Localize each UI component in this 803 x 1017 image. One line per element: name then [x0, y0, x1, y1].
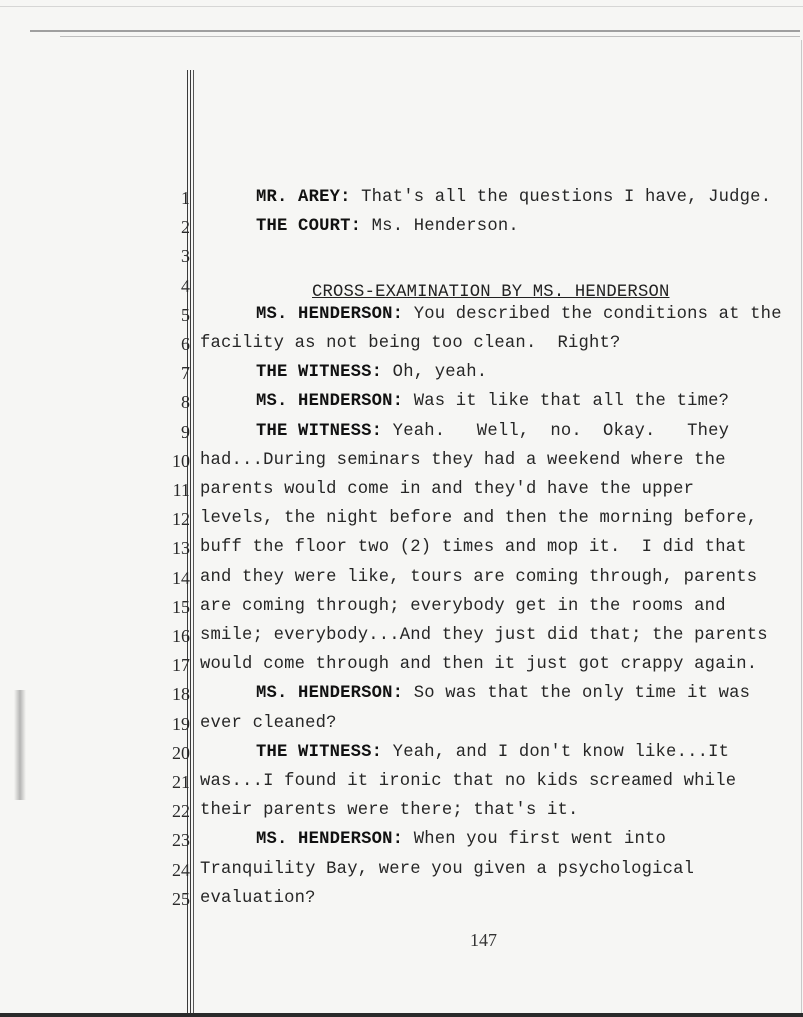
header-rule	[30, 30, 800, 32]
transcript-line	[0, 597, 803, 626]
line-number: 13	[172, 538, 190, 559]
line-text	[200, 217, 803, 236]
line-content: evaluation?	[200, 888, 316, 908]
line-number: 2	[181, 217, 190, 238]
line-number: 11	[172, 480, 190, 500]
transcript-line	[0, 305, 803, 334]
line-content: Yeah. Well, no. Okay. They	[382, 421, 730, 441]
transcript-line	[0, 334, 803, 363]
line-number: 22	[172, 801, 190, 822]
line-number: 10	[172, 450, 190, 471]
line-text	[200, 451, 778, 470]
scan-edge-line	[0, 6, 803, 7]
line-text	[200, 188, 803, 207]
line-number: 16	[172, 626, 190, 646]
line-text	[200, 743, 803, 762]
line-number: 6	[181, 334, 190, 354]
line-content: buff the floor two (2) times and mop it. I did that	[200, 538, 747, 558]
transcript-line	[0, 363, 803, 392]
transcript-line	[0, 714, 803, 743]
line-number: 24	[172, 859, 190, 880]
line-text	[200, 655, 778, 674]
line-number: 25	[172, 888, 190, 909]
line-number: 20	[172, 742, 190, 763]
transcript-line	[0, 684, 803, 713]
transcript-line	[0, 743, 803, 772]
line-content: facility as not being too clean. Right?	[200, 334, 621, 353]
line-content: That's all the questions I have, Judge.	[350, 188, 772, 207]
section-heading: CROSS-EXAMINATION BY MS. HENDERSON	[312, 283, 670, 302]
bottom-edge	[0, 1013, 803, 1017]
line-text	[200, 626, 778, 645]
line-content: their parents were there; that's it.	[200, 801, 579, 821]
line-number: 9	[181, 421, 190, 442]
line-number: 8	[181, 392, 190, 413]
transcript-line	[0, 626, 803, 655]
line-text	[200, 568, 778, 587]
transcript-line	[0, 392, 803, 421]
transcript-line	[0, 860, 803, 889]
transcript-line	[0, 568, 803, 597]
line-text	[200, 860, 778, 879]
line-number: 17	[172, 655, 190, 676]
transcript-line	[0, 889, 803, 918]
line-text	[200, 772, 778, 791]
transcript-line	[0, 830, 803, 859]
speaker-label: MS. HENDERSON:	[256, 304, 404, 324]
line-text	[200, 363, 803, 382]
line-content: was...I found it ironic that no kids screamed while	[200, 772, 737, 791]
line-text	[200, 889, 778, 908]
line-content: had...During seminars they had a weekend where the	[200, 450, 726, 470]
line-content: smile; everybody...And they just did that; the parents	[200, 626, 768, 645]
line-content: Ms. Henderson.	[361, 217, 519, 237]
line-number: 7	[181, 363, 190, 384]
line-text	[200, 538, 778, 557]
line-number: 18	[172, 684, 190, 705]
line-content: Oh, yeah.	[382, 363, 488, 383]
page-number: 147	[470, 930, 497, 950]
header-rule-secondary	[60, 36, 800, 37]
line-content: are coming through; everybody get in the rooms and	[200, 596, 726, 616]
line-text	[200, 334, 778, 353]
speaker-label: THE WITNESS:	[256, 421, 383, 441]
line-number: 15	[172, 596, 190, 617]
line-number: 12	[172, 509, 190, 530]
line-content: parents would come in and they'd have the upper	[200, 480, 695, 499]
line-text	[200, 509, 778, 528]
line-content: Tranquility Bay, were you given a psychological	[200, 859, 695, 879]
transcript-line	[0, 451, 803, 480]
line-number: 4	[181, 275, 190, 296]
line-text	[200, 597, 778, 616]
transcript-line	[0, 509, 803, 538]
speaker-label: THE COURT:	[256, 217, 362, 237]
transcript-line	[0, 801, 803, 830]
line-content: ever cleaned?	[200, 713, 337, 733]
line-text	[200, 480, 778, 499]
line-text	[200, 801, 778, 820]
line-number: 23	[172, 830, 190, 851]
line-number: 19	[172, 713, 190, 734]
line-content: When you first went into	[403, 830, 667, 850]
speaker-label: MS. HENDERSON:	[256, 684, 404, 704]
speaker-label: MS. HENDERSON:	[256, 392, 404, 412]
transcript-line	[0, 246, 803, 275]
line-text	[200, 714, 778, 733]
transcript-line	[0, 422, 803, 451]
line-text	[200, 305, 803, 324]
transcript-line	[0, 188, 803, 217]
speaker-label: THE WITNESS:	[256, 363, 383, 383]
line-number: 1	[181, 188, 190, 208]
line-number: 5	[181, 304, 190, 325]
transcript-line	[0, 772, 803, 801]
line-content: Was it like that all the time?	[403, 392, 730, 412]
line-content: So was that the only time it was	[403, 684, 751, 704]
line-content: and they were like, tours are coming through, parents	[200, 567, 758, 587]
transcript-line	[0, 217, 803, 246]
line-number: 14	[172, 567, 190, 588]
line-content: would come through and then it just got crappy again.	[200, 655, 758, 675]
line-number: 3	[181, 246, 190, 267]
line-content: Yeah, and I don't know like...It	[382, 742, 730, 762]
transcript-line	[0, 480, 803, 509]
speaker-label: THE WITNESS:	[256, 742, 383, 762]
line-text	[200, 830, 803, 849]
line-number: 21	[172, 772, 190, 792]
speaker-label: MS. HENDERSON:	[256, 830, 404, 850]
transcript-line	[0, 538, 803, 567]
line-content: levels, the night before and then the morning before,	[200, 509, 758, 529]
line-text	[200, 422, 803, 441]
speaker-label: MR. AREY:	[256, 188, 351, 207]
line-text	[200, 392, 803, 411]
line-text	[200, 684, 803, 703]
transcript-line	[0, 655, 803, 684]
line-content: You described the conditions at the	[403, 304, 782, 324]
